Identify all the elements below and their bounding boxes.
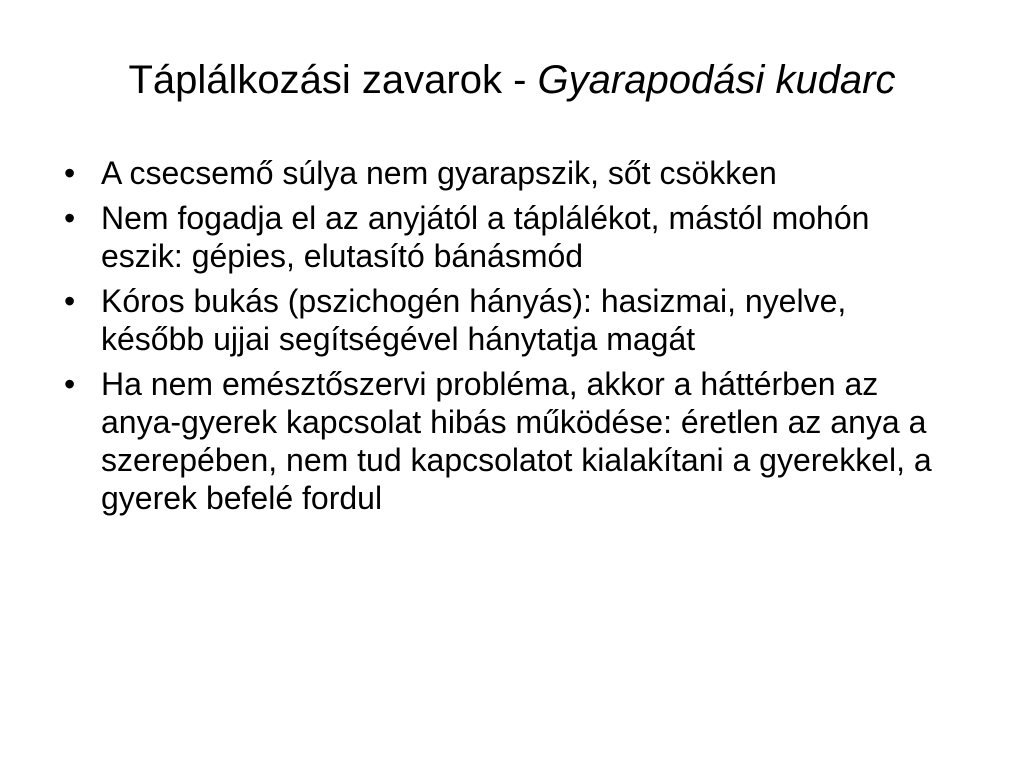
bullet-icon: • <box>64 200 76 236</box>
bullet-list <box>56 154 956 524</box>
bullet-text: Kóros bukás (pszichogén hányás): hasizmai, nyelve, később ujjai segítségével hánytatja magát <box>101 283 847 357</box>
bullet-item-4 <box>56 365 956 517</box>
bullet-item-1 <box>56 154 956 192</box>
bullet-icon: • <box>64 366 76 402</box>
bullet-text: Ha nem emésztőszervi probléma, akkor a háttérben az anya-gyerek kapcsolat hibás működése: éretlen az anya a szerepében, nem tud kapcsolatot kialakítani a gyerekkel, a gyerek befelé fordul <box>101 366 932 516</box>
bullet-text: A csecsemő súlya nem gyarapszik, sőt csökken <box>101 155 777 191</box>
bullet-text: Nem fogadja el az anyjától a táplálékot, mástól mohón eszik: gépies, elutasító bánásmód <box>101 200 870 274</box>
bullet-icon: • <box>64 155 76 191</box>
title-italic: Gyarapodási kudarc <box>537 58 896 102</box>
title-main: Táplálkozási zavarok - <box>128 58 538 102</box>
bullet-item-2 <box>56 199 956 275</box>
bullet-item-3 <box>56 282 956 358</box>
bullet-icon: • <box>64 283 76 319</box>
slide-title <box>0 52 1024 108</box>
